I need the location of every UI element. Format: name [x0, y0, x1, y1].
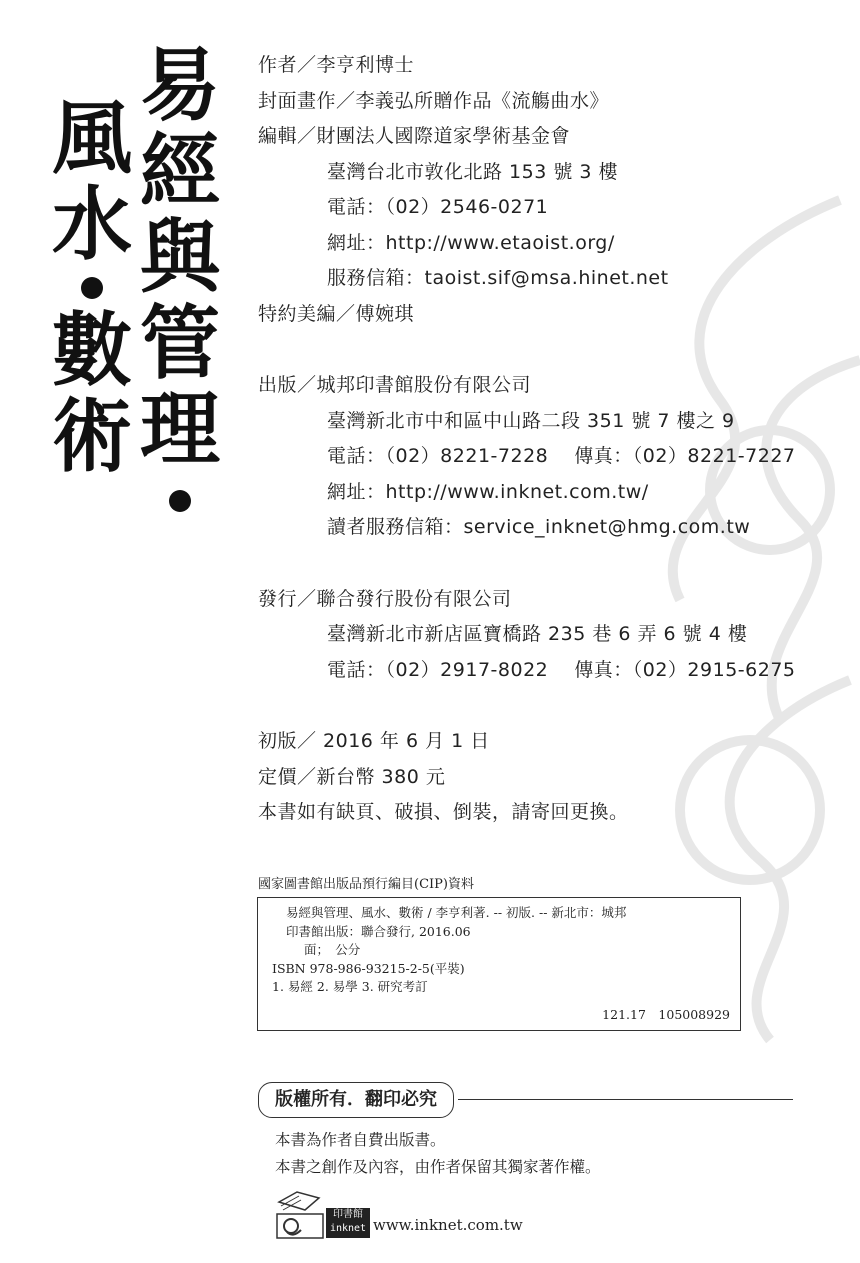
- price-line: 定價／新台幣 380 元: [258, 765, 446, 788]
- book-logo-icon: [275, 1188, 325, 1240]
- copyright-notice: [275, 1127, 601, 1181]
- copyright-banner: [258, 1082, 793, 1118]
- cip-line: 易經與管理、風水、數術 / 李亨利著. -- 初版. -- 新北市：城邦: [286, 905, 627, 920]
- cip-line: 面； 公分: [304, 942, 361, 957]
- book-title-calligraphy-right: [140, 38, 220, 528]
- cover-art-line: 封面畫作／李義弘所贈作品《流觴曲水》: [258, 89, 610, 112]
- editor-email: 服務信箱：taoist.sif@msa.hinet.net: [327, 267, 669, 289]
- author-line: 作者／李亨利博士: [258, 54, 415, 76]
- publisher-line: 出版／城邦印書館股份有限公司: [258, 374, 532, 396]
- book-title-calligraphy-left: [52, 91, 132, 483]
- publisher-email: 讀者服務信箱：service_inknet@hmg.com.tw: [327, 516, 751, 538]
- editor-line: 編輯／財團法人國際道家學術基金會: [258, 125, 571, 147]
- publisher-phone: 電話：（02）8221-7228: [327, 445, 549, 467]
- editor-address: 臺灣台北市敦化北路 153 號 3 樓: [327, 160, 619, 183]
- art-editor-line: 特約美編／傅婉琪: [258, 302, 415, 325]
- title-char: 理: [140, 382, 220, 476]
- title-separator-dot: [81, 277, 103, 299]
- edition-line: 初版／ 2016 年 6 月 1 日: [258, 730, 490, 752]
- cip-isbn: ISBN 978-986-93215-2-5(平裝): [272, 960, 465, 976]
- title-char: 術: [52, 389, 132, 483]
- cip-line: 印書館出版：聯合發行, 2016.06: [286, 923, 471, 939]
- editor-phone: 電話：（02）2546-0271: [327, 196, 549, 218]
- return-notice: 本書如有缺頁、破損、倒裝，請寄回更換。: [258, 801, 629, 823]
- distributor-address: 臺灣新北市新店區寶橋路 235 巷 6 弄 6 號 4 樓: [327, 623, 748, 645]
- copyright-label: 版權所有．翻印必究: [258, 1082, 454, 1118]
- cip-heading: 國家圖書館出版品預行編目(CIP)資料: [258, 877, 474, 892]
- cip-classification: 121.17 105008929: [602, 1006, 730, 1022]
- notice-line: 本書為作者自費出版書。: [275, 1131, 446, 1149]
- title-separator-dot: [169, 490, 191, 512]
- title-char: 數: [52, 303, 132, 397]
- logo-subtext: inknet: [329, 1223, 367, 1234]
- distributor-fax: 傳真：（02）2915-6275: [574, 658, 796, 681]
- divider: [458, 1099, 793, 1100]
- cip-record-box: [257, 897, 741, 1031]
- publisher-logo: [326, 1208, 370, 1238]
- colophon-info: [258, 48, 796, 831]
- distributor-line: 發行／聯合發行股份有限公司: [258, 587, 512, 610]
- publisher-url: 網址：http://www.inknet.com.tw/: [327, 480, 649, 503]
- distributor-phone: 電話：（02）2917-8022: [327, 658, 549, 681]
- publisher-fax: 傳真：（02）8221-7227: [574, 445, 796, 467]
- publisher-website: www.inknet.com.tw: [373, 1216, 523, 1234]
- title-char: 風: [52, 91, 132, 185]
- publisher-contact: [258, 439, 796, 475]
- title-char: 易: [140, 38, 220, 132]
- distributor-contact: [258, 653, 796, 689]
- title-char: 管: [140, 296, 220, 390]
- logo-text: 印書館: [333, 1209, 363, 1220]
- title-char: 與: [140, 210, 220, 304]
- editor-url: 網址：http://www.etaoist.org/: [327, 231, 615, 254]
- cip-subjects: 1. 易經 2. 易學 3. 研究考訂: [272, 979, 428, 994]
- notice-line: 本書之創作及內容，由作者保留其獨家著作權。: [275, 1158, 601, 1176]
- publisher-address: 臺灣新北市中和區中山路二段 351 號 7 樓之 9: [327, 409, 735, 432]
- title-char: 水: [52, 177, 132, 271]
- title-char: 經: [140, 124, 220, 218]
